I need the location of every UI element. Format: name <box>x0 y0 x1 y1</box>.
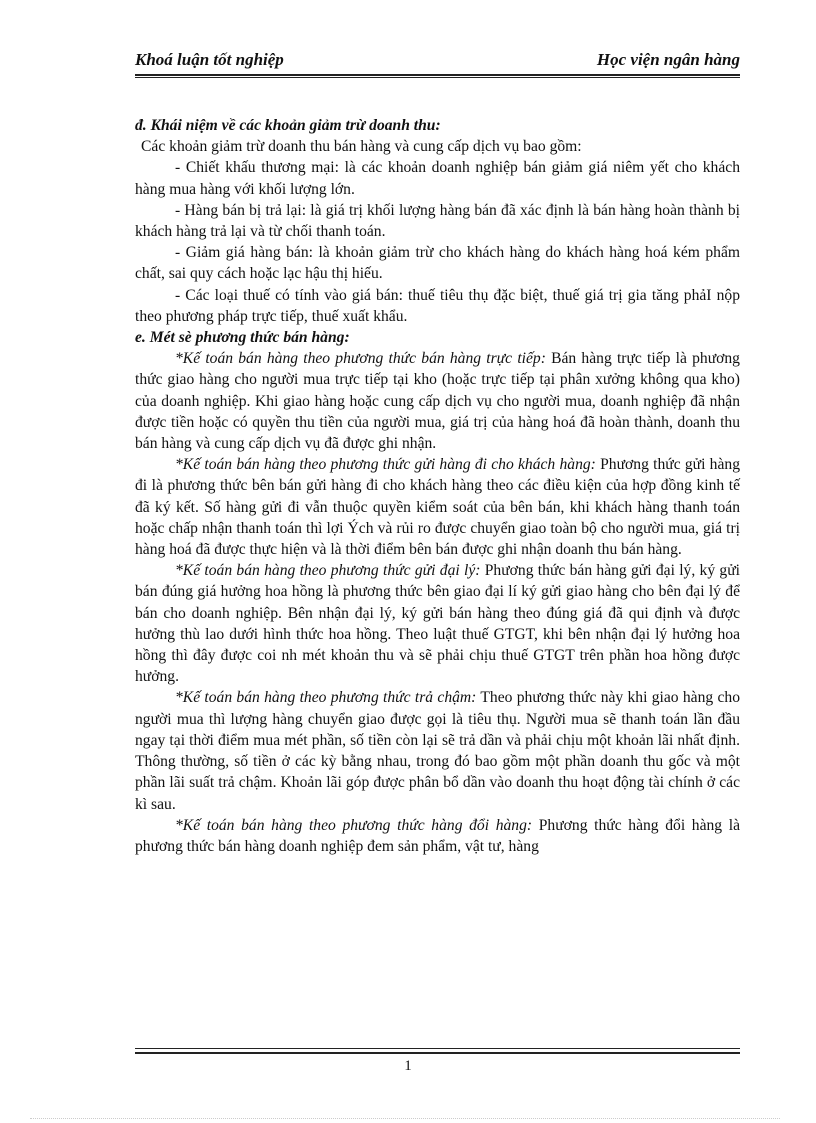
section-heading-d: đ. Khái niệm về các khoản giảm trừ doanh thu: <box>135 117 441 134</box>
paragraph-installment-title: *Kế toán bán hàng theo phương thức trả chậm: <box>175 689 477 707</box>
deduction-item-1: - Chiết khấu thương mại: là các khoản doanh nghiệp bán giảm giá niêm yết cho khách hàng mua hàng với khối lượng lớn. <box>135 159 740 198</box>
paragraph-agency-sales <box>135 560 740 687</box>
deduction-item-2: - Hàng bán bị trả lại: là giá trị khối lượng hàng bán đã xác định là bán hàng hoàn thành bị khách hàng trả lại và từ chối thanh toán. <box>135 201 740 241</box>
page-edge-dotted-line <box>30 1118 780 1119</box>
paragraph-agency-title: *Kế toán bán hàng theo phương thức gửi đại lý: <box>175 562 481 580</box>
paragraph-consignment-title: *Kế toán bán hàng theo phương thức gửi hàng đi cho khách hàng: <box>175 456 596 474</box>
paragraph-barter-title: *Kế toán bán hàng theo phương thức hàng đổi hàng: <box>175 816 533 834</box>
paragraph-direct-sales-text: Bán hàng trực tiếp là phương thức giao hàng cho người mua trực tiếp tại kho (hoặc trực tiếp tại phân xưởng không qua kho) của doanh nghiệp. Khi giao hàng hoặc cung cấp dịch vụ cho người mua, doanh nghiệp đã nhận được tiền hoặc có quyền thu tiền của người mua, giá trị của hàng hoá đã hoàn thành, doanh thu bán hàng và cung cấp dịch vụ đã được ghi nhận. <box>135 350 740 453</box>
section-d-intro: Các khoản giảm trừ doanh thu bán hàng và cung cấp dịch vụ bao gồm: <box>141 138 582 156</box>
paragraph-direct-sales <box>135 348 740 454</box>
paragraph-agency-text: Phương thức bán hàng gửi đại lý, ký gửi bán đúng giá hưởng hoa hồng là phương thức bên giao đại lí ký gửi giao hàng cho bên đại lý để bán cho doanh nghiệp. Bên nhận đại lý, ký gửi bán hàng theo đúng giá đã qui định và được hưởng thù lao dưới hình thức hoa hồng. Theo luật thuế GTGT, khi bên nhận đại lý hưởng hoa hồng thì đây được coi nh mét khoản thu và sẽ phải chịu thuế GTGT trên phần hoa hồng được hưởng. <box>135 562 741 686</box>
paragraph-installment-text: Theo phương thức này khi giao hàng cho người mua thì lượng hàng chuyển giao được gọi là tiêu thụ. Người mua sẽ thanh toán lần đầu ngay tại thời điểm mua mét phần, số tiền còn lại sẽ trả dần và phải chịu một khoản lãi nhất định. Thông thường, số tiền ở các kỳ bằng nhau, trong đó bao gồm một phần doanh thu gốc và một phần lãi suất trả chậm. Khoản lãi góp được phân bổ dần vào doanh thu hoạt động tài chính ở các kì sau. <box>135 689 740 813</box>
section-heading-e: e. Mét sè phương thức bán hàng: <box>135 329 350 347</box>
deduction-item-3: - Giảm giá hàng bán: là khoản giảm trừ cho khách hàng do khách hàng hoá kém phẩm chất, sai quy cách hoặc lạc hậu thị hiếu. <box>135 244 740 283</box>
header-rule <box>135 74 740 78</box>
paragraph-installment-sales <box>135 687 740 814</box>
page-number: 1 <box>404 1058 412 1074</box>
deduction-item-4: - Các loại thuế có tính vào giá bán: thuế tiêu thụ đặc biệt, thuế giá trị gia tăng phảI nộp theo phương pháp trực tiếp, thuế xuất khẩu. <box>135 286 740 325</box>
paragraph-direct-sales-title: *Kế toán bán hàng theo phương thức bán hàng trực tiếp: <box>175 350 546 368</box>
paragraph-consignment-to-customer <box>135 454 740 560</box>
header-institution: Học viện ngân hàng <box>596 50 740 69</box>
paragraph-barter-text: Phương thức hàng đổi hàng là phương thức bán hàng doanh nghiệp đem sản phẩm, vật tư, hàng <box>135 816 740 855</box>
paragraph-barter-sales <box>135 815 740 857</box>
footer-rule <box>135 1048 740 1054</box>
document-body <box>135 115 740 857</box>
paragraph-consignment-text: Phương thức gửi hàng đi là phương thức bên bán gửi hàng đi cho khách hàng theo các điều kiện của hợp đồng kinh tế đã ký kết. Số hàng gửi đi vẫn thuộc quyền kiểm soát của bên bán, khi khách hàng thanh toán hoặc chấp nhận thanh toán thì lợi Ých và rủi ro được chuyển giao toàn bộ cho người mua, giá trị hàng hoá đã được thực hiện và là thời điểm bên bán được ghi nhận doanh thu bán hàng. <box>135 456 740 559</box>
header-thesis-title: Khoá luận tốt nghiệp <box>135 50 284 69</box>
page-header <box>135 50 740 74</box>
